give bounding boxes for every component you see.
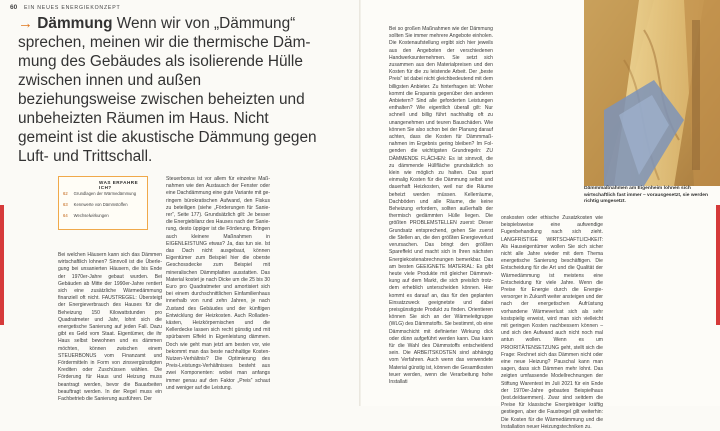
toc-page-number: 64 [63,213,68,218]
page-fold [359,0,361,406]
toc-item[interactable] [63,202,128,207]
page-number-left: 60 [10,4,18,11]
running-head-left: EIN NEUES ENERGIEKONZEPT [23,5,121,11]
paragraph: onskosten oder ethische Zusatzkosten wie beispielsweise eine aufwendige Fugenbehandlung nach sich zieht. LANGFRISTIGE WIRTSCHAFTLICHKEIT: Als Hauseigentümer wollen Sie sich sicher nicht alle Jahre wieder mit dem Thema energetische Sanierung beschäftigen. Die Entscheidung für die Art und die Qualität der Wärmedämmung ist meistens eine Entscheidung für viele Jahre. Wenn die Preise für Energie durch die Energieversorger in Zukunft weiter ansteigen und der nach der energetischen Aufrüstung vorhandene Wärmeverlust sich als sehr kostspielig erweist, wird man sich vielleicht mit geringen Kosten nachbessern können – und sich den Aufwand auch nicht noch mal antun wollen. Wenn es um PRIORITÄTENSETZUNG geht, stellt sich die Frage: Rechnet sich das Dämmen nicht oder eine neue Heizung? Pauschal kann man sagen, dass sich Dämmen mehr lohnt. Das zeigten umfassende Modellrechnungen der Stiftung Warentest im Juli 2021 für ein Ende der 1970er-Jahre gebautes Beispielhaus (test.de/daemmen). Zwar sind seitdem die Preise für klassische Energieträger kräftig gestiegen, aber die Faustregel gilt weiterhin: Die Kosten für die Wärmedämmung und die Installation neuer Heizungstechniken zu. [501,215,603,430]
body-column-2 [166,176,270,404]
paragraph: Bei so großen Maßnahmen wie der Dämmung sollten Sie immer mehrere Angebote einholen. Die Kostenaufstellung ergibt sich hier jeweils aus den Angeboten der verschiedenen Handwerksunternehmen. Sie setzt sich zusammen aus den Materialpreisen und den Kosten für die zu leistende Arbeit. Der „beste Preis“ ist dabei nicht gleichbedeutend mit dem billigsten Anbieter. Zu hinterfragen ist: Woher kommt die Ersparnis gegenüber den anderen Anbietern? Sind alle geforderten Leistungen enthalten? Wie eigentlich überall gilt: Nur schnell und billig führt nachhaltig oft zu unangenehmen und teuren Bauschäden. Wie können Sie also schon bei der Planung darauf achten, dass die Kosten für Dämmmaßnahmen im Ergebnis gering bleiben? Im Folgenden die wichtigsten Grundregeln: ZU DÄMMENDE FLÄCHEN: Es ist sinnvoll, die zu dämmende Hüllfläche grundsätzlich so klein wie möglich zu halten. Das spart einmalig Kosten für die Dämmung selbst und dauerhaft Heizkosten, weil nur die Räume beheizt werden müssen. Kellerräume, Dachböden und alle Räume, die keine Beheizung erfordern, sollten außerhalb der thermisch gedämmten Hülle liegen. Die größten PROBLEMSTELLEN zuerst: Dieser Grundsatz entsprechend, gehen Sie zuerst die Stellen an, die den größten Energieverlust verursachen. Das bringt den größten Spareffekt und macht sich in Ihren nächsten Energiekostenabrechnungen bemerkbar. Das am besten GEEIGNETE MATERIAL: Es gibt heute viele Produkte mit gleicher Dämmwirkung auf dem Markt, die sich preislich trotzdem erheblich unterscheiden können. Hier kommt es darauf an, das für den geplanten Einsatzzweck geeignetste und dabei preisgünstigste Produkt zu finden. Orientieren können Sie sich an der Wärmeleitgruppe (WLG) des Dämmstoffs. Sie bestimmt, ob eine Dämmschicht mit definierter Wirkung dick oder dünn aufgeführt werden kann. Das kann für die Wahl des Dämmstoffs entscheidend sein. Die ARBEITSKOSTEN sind abhängig vom Verfahren. Auch wenn das verwendete Material günstig ist, können die Gesamtkosten teuer werden, wenn die Verarbeitung hohe Installati [389,26,493,385]
toc-item[interactable] [63,213,109,218]
accent-bar-right [716,205,720,325]
insulation-photo [584,0,720,186]
info-box [58,176,148,230]
headline-text: Wenn wir von „Dämmung“ sprechen, meinen wir die thermische Dämmung des Gebäudes als isolierende Hülle zwischen innen und außen beziehungsweise zwischen beheizten und unbeheizten Räumen im Haus. Nicht gemeint ist die akustische Dämmung gegen Luft- und Trittschall. [18,15,317,165]
body-column-3 [389,26,493,404]
toc-item[interactable] [63,191,136,196]
arrow-icon: → [18,15,33,32]
paragraph: Steuerbonus ist vor allem für einzelne Maßnahmen wie den Austausch der Fenster oder eine Dachdämmung eine gute Variante mit geringem bürokratischen Aufwand, den Fiskus zu beteiligen (siehe „Förderungen für Sanierer“, Seite 177). Grundsätzlich gilt: Je besser die Energiebilanz des Hauses nach der Sanierung, desto üppiger ist die Förderung. Bringen auch kleinere Maßnahmen in EIGENLEISTUNG etwas? Ja, das tun sie. Ist das Dach nicht ausgebaut, können Eigentümer zum Beispiel hier die oberste Geschossdecke zum Beispiel mit mineralischen Dämmplatten ausstatten. Das Material kostet je nach Dicke um die 25 bis 30 Euro pro Quadratmeter und amortisiert sich bei einem durchschnittlichen Einfamilienhaus innerhalb von rund zehn Jahren, je nach Zustand des Gebäudes und der künftigen Entwicklung der Heizkosten. Auch Rolladenkästen, Heizkörpernischen und die Kellerdecke lassen sich recht günstig und mit spürbarem Effekt in Eigenleistung dämmen. Doch wie geht man jetzt am besten vor, wie bekommt man das beste nachhaltige Kosten-Nutzen-Verhältnis? Die Optimierung des Preis-Leistungs-Verhältnisses besteht aus zwei Komponenten: wobei man anfangs immer genau auf den Faktor „Preis“ schaut und weniger auf die Leistung. [166,176,270,391]
toc-page-number: 62 [63,191,68,196]
folio-left [10,4,120,11]
toc-page-number: 63 [63,202,68,207]
intro-headline [18,14,318,166]
toc-label: Kennwerte von Dämmstoffen [73,202,128,207]
info-box-title: WAS ERFAHRE ICH? [99,180,139,190]
toc-label: Grundlagen der Wärmedämmung [73,191,137,196]
photo-caption: Dämmmaßnahmen am Eigenheim lohnen sich wirtschaftlich fast immer – vorausgesetzt, sie werden richtig umgesetzt. [584,186,708,205]
toc-label: Wechselwirkungen [73,213,109,218]
paragraph: Bei welchen Häusern kann sich das Dämmen wirtschaftlich lohnen? Sinnvoll ist die Überlegung bei unsanierten Häusern, die bis Ende der 1970er-Jahre gebaut wurden. Bei Gebäuden ab Mitte der 1990er-Jahre rentiert sich eine zusätzliche Wärmedämmung finanziell oft nicht. FAUSTREGEL: Übersteigt der Energieverbrauch des Hauses für die Beheizung 150 Kilowattstunden pro Quadratmeter und Jahr, lohnt sich die energetische Sanierung auf jeden Fall. Dazu gibt es Geld vom Staat. Eigentümer, die ihr Haus selbst bewohnen und es dämmen möchten, können zwischen einem STEUERBONUS vom Finanzamt und Fördermitteln in Form von zinsvergünstigten Krediten oder Zuschüssen wählen. Die Förderung für Haus und Heizung muss beantragt werden, bevor die Bauarbeiten beauftragt werden. In der Regel muss ein Fachbetrieb die Sanierung ausführen. Der [58,252,162,403]
photo-illustration [584,0,720,186]
accent-bar-left [0,205,4,325]
body-column-1 [58,252,162,404]
headline-keyword: Dämmung [37,15,113,32]
body-column-4 [501,215,603,430]
